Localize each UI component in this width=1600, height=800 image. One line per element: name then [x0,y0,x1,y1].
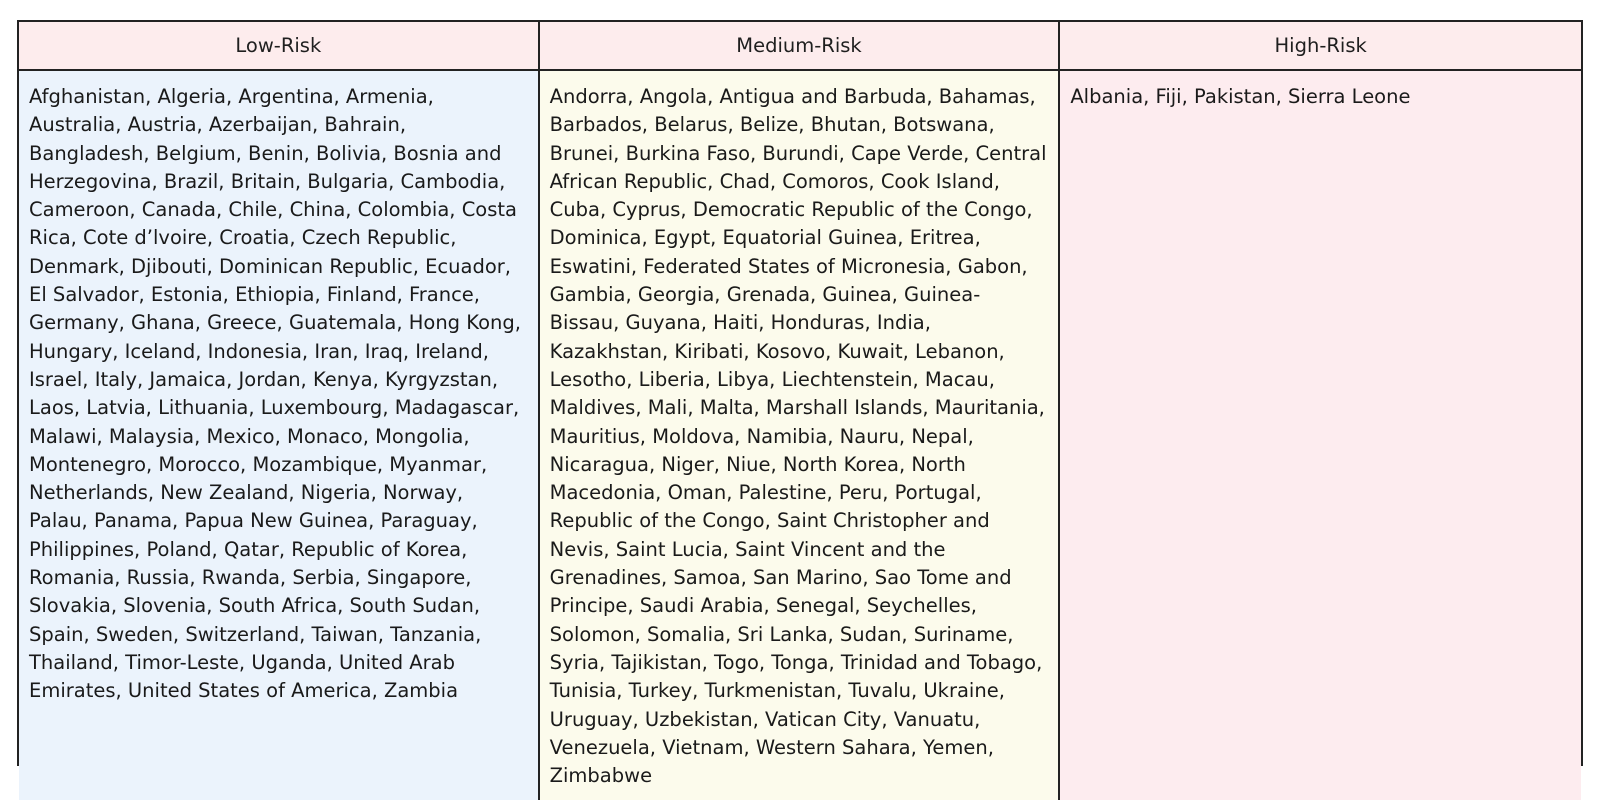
risk-classification-table [17,20,1583,788]
header-high-risk: High-Risk [1060,22,1581,71]
high-risk-countries-cell: Albania, Fiji, Pakistan, Sierra Leone [1060,71,1581,800]
low-risk-countries-cell: Afghanistan, Algeria, Argentina, Armenia, Australia, Austria, Azerbaijan, Bahrain, Bangladesh, Belgium, Benin, Bolivia, Bosnia and Herzegovina, Brazil, Britain, Bulgaria, Cambodia, Cameroon, Canada, Chile, China, Colombia, Costa Rica, Cote d’lvoire, Croatia, Czech Republic, Denmark, Djibouti, Dominican Republic, Ecuador, El Salvador, Estonia, Ethiopia, Finland, France, Germany, Ghana, Greece, Guatemala, Hong Kong, Hungary, Iceland, Indonesia, Iran, Iraq, Ireland, Israel, Italy, Jamaica, Jordan, Kenya, Kyrgyzstan, Laos, Latvia, Lithuania, Luxembourg, Madagascar, Malawi, Malaysia, Mexico, Monaco, Mongolia, Montenegro, Morocco, Mozambique, Myanmar, Netherlands, New Zealand, Nigeria, Norway, Palau, Panama, Papua New Guinea, Paraguay, Philippines, Poland, Qatar, Republic of Korea, Romania, Russia, Rwanda, Serbia, Singapore, Slovakia, Slovenia, South Africa, South Sudan, Spain, Sweden, Switzerland, Taiwan, Tanzania, Thailand, Timor-Leste, Uganda, United Arab Emirates, United States of America, Zambia [19,71,540,800]
header-low-risk: Low-Risk [19,22,540,71]
header-medium-risk: Medium-Risk [540,22,1061,71]
medium-risk-countries-cell: Andorra, Angola, Antigua and Barbuda, Bahamas, Barbados, Belarus, Belize, Bhutan, Botswana, Brunei, Burkina Faso, Burundi, Cape Verde, Central African Republic, Chad, Comoros, Cook Island, Cuba, Cyprus, Democratic Republic of the Congo, Dominica, Egypt, Equatorial Guinea, Eritrea, Eswatini, Federated States of Micronesia, Gabon, Gambia, Georgia, Grenada, Guinea, Guinea-Bissau, Guyana, Haiti, Honduras, India, Kazakhstan, Kiribati, Kosovo, Kuwait, Lebanon, Lesotho, Liberia, Libya, Liechtenstein, Macau, Maldives, Mali, Malta, Marshall Islands, Mauritania, Mauritius, Moldova, Namibia, Nauru, Nepal, Nicaragua, Niger, Niue, North Korea, North Macedonia, Oman, Palestine, Peru, Portugal, Republic of the Congo, Saint Christopher and Nevis, Saint Lucia, Saint Vincent and the Grenadines, Samoa, San Marino, Sao Tome and Principe, Saudi Arabia, Senegal, Seychelles, Solomon, Somalia, Sri Lanka, Sudan, Suriname, Syria, Tajikistan, Togo, Tonga, Trinidad and Tobago, Tunisia, Turkey, Turkmenistan, Tuvalu, Ukraine, Uruguay, Uzbekistan, Vatican City, Vanuatu, Venezuela, Vietnam, Western Sahara, Yemen, Zimbabwe [540,71,1061,800]
